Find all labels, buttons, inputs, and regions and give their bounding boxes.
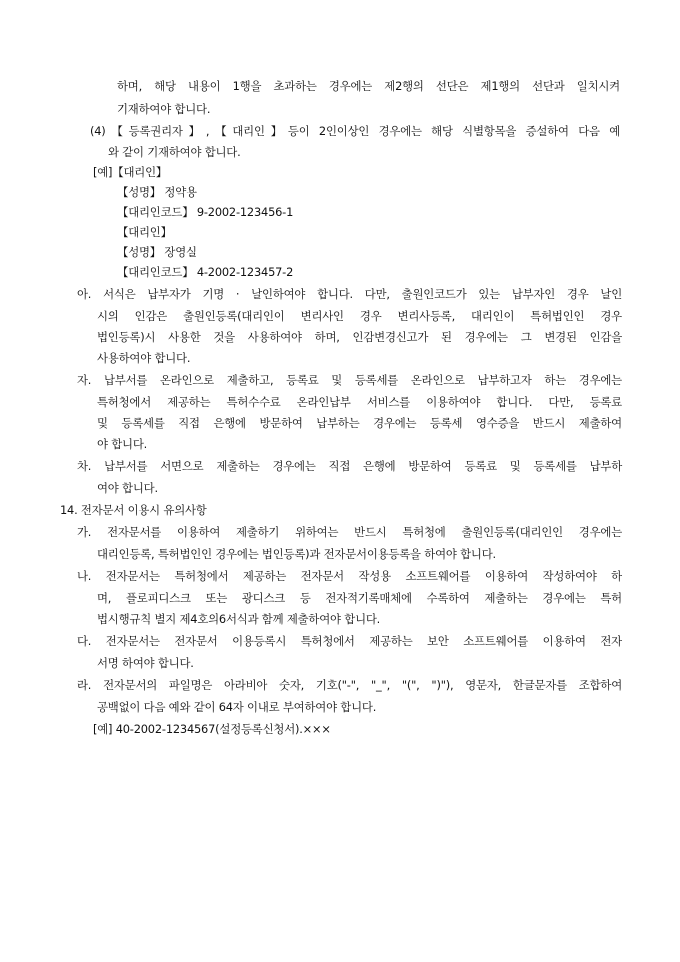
agent-label: 【대리인】 — [117, 225, 172, 239]
item-ga-line: 가. 전자문서를 이용하여 제출하기 위하여는 반드시 특허청에 출원인등록(대리인인 경우에는 — [77, 525, 622, 539]
item-ga-line: 대리인등록, 특허법인인 경우에는 법인등록)과 전자문서이용등록을 하여야 합니다. — [97, 547, 496, 561]
item-na-line: 며, 플로피디스크 또는 광디스크 등 전자적기록매체에 수록하여 제출하는 경우에는 특허 — [97, 591, 622, 605]
item-a-line: 법인등록)시 사용한 것을 사용하여야 하며, 인감변경신고가 된 경우에는 그 변경된 인감을 — [97, 330, 622, 344]
example-filename: [예] 40-2002-1234567(설정등록신청서).××× — [93, 722, 331, 736]
example-label: [예]【대리인】 — [93, 165, 168, 179]
agent-name-field: 【성명】 장영실 — [117, 245, 197, 259]
item-ja-line: 자. 납부서를 온라인으로 제출하고, 등록료 및 등록세를 온라인으로 납부하고자 하는 경우에는 — [77, 373, 622, 387]
item-a-line: 시의 인감은 출원인등록(대리인이 변리사인 경우 변리사등록, 대리인이 특허법인인 경우 — [97, 309, 622, 323]
item-ra-line: 라. 전자문서의 파일명은 아라비아 숫자, 기호("-", "_", "(", ")"), 영문자, 한글문자를 조합하여 — [77, 678, 622, 692]
item-cha-line: 여야 합니다. — [97, 481, 158, 495]
item-ra-line: 공백없이 다음 예와 같이 64자 이내로 부여하여야 합니다. — [97, 700, 377, 714]
agent-code-field: 【대리인코드】 4-2002-123457-2 — [117, 265, 294, 279]
text-line: (4)【등록권리자】,【대리인】등이 2인이상인 경우에는 해당 식별항목을 증설하여 다음 예 — [90, 124, 620, 138]
item-da-line: 다. 전자문서는 전자문서 이용등록시 특허청에서 제공하는 보안 소프트웨어를 이용하여 전자 — [77, 634, 622, 648]
text-line: 하며, 해당 내용이 1행을 초과하는 경우에는 제2행의 선단은 제1행의 선단과 일치시켜 — [117, 79, 620, 93]
item-ja-line: 특허청에서 제공하는 특허수수료 온라인납부 서비스를 이용하여야 합니다. 다만, 등록료 — [97, 395, 622, 409]
item-na-line: 나. 전자문서는 특허청에서 제공하는 전자문서 작성용 소프트웨어를 이용하여 작성하여야 하 — [77, 569, 622, 583]
item-ja-line: 및 등록세를 직접 은행에 방문하여 납부하는 경우에는 등록세 영수증을 반드시 제출하여 — [97, 416, 622, 430]
item-cha-line: 차. 납부서를 서면으로 제출하는 경우에는 직접 은행에 방문하여 등록료 및 등록세를 납부하 — [77, 459, 622, 473]
text-line: 기재하여야 합니다. — [117, 102, 211, 116]
section-heading: 14. 전자문서 이용시 유의사항 — [60, 503, 207, 517]
item-na-line: 법시행규칙 별지 제4호의6서식과 함께 제출하여야 합니다. — [97, 612, 381, 626]
item-ja-line: 야 합니다. — [97, 437, 148, 451]
text-line: 와 같이 기재하여야 합니다. — [108, 145, 241, 159]
item-a-line: 사용하여야 합니다. — [97, 351, 191, 365]
agent-name-field: 【성명】 정약용 — [117, 185, 197, 199]
item-da-line: 서명 하여야 합니다. — [97, 656, 194, 670]
item-a-line: 아. 서식은 납부자가 기명 · 날인하여야 합니다. 다만, 출원인코드가 있는 납부자인 경우 날인 — [77, 287, 622, 301]
agent-code-field: 【대리인코드】 9-2002-123456-1 — [117, 205, 294, 219]
